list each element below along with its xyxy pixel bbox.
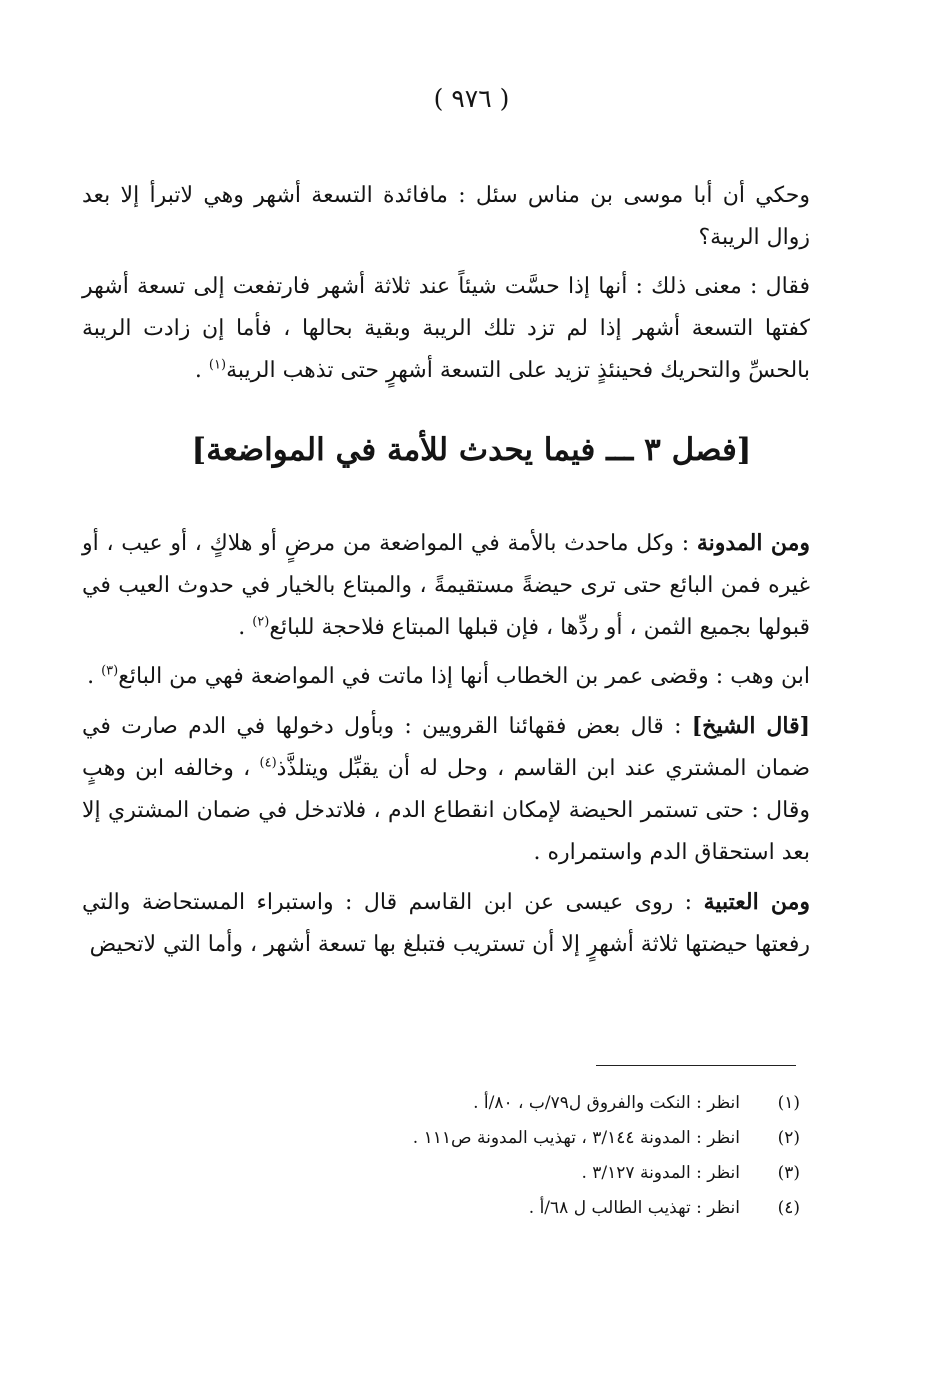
paragraph-lead: ومن المدونة <box>696 530 810 556</box>
footnote-number: (١) <box>777 1093 800 1113</box>
section-text <box>82 522 810 973</box>
footnote-ref[interactable]: (١) <box>208 357 227 373</box>
footnote-ref[interactable]: (٤) <box>259 755 277 771</box>
paragraph <box>82 705 810 874</box>
footnote-text: انظر : المدونة ٣/١٤٤ ، تهذيب المدونة ص١١١ . <box>412 1128 740 1148</box>
footnote-text: انظر : تهذيب الطالب ل ٦٨/أ . <box>528 1198 740 1218</box>
paragraph <box>82 656 810 698</box>
paragraph-text: : قال بعض فقهائنا القرويين : وبأول دخولها في الدم صارت في ضمان المشتري عند ابن القاسم ، وحل له أن يقبِّل ويتلذَّذ <box>82 714 811 781</box>
intro-text <box>82 175 810 399</box>
paragraph-tail: . <box>87 664 102 689</box>
footnotes <box>200 1086 800 1226</box>
paragraph-text: فقال : معنى ذلك : أنها إذا حسَّت شيئاً عند ثلاثة أشهر فارتفعت إلى تسعة أشهر كفتها التسعة أشهر إذا لم تزد تلك الريبة وبقية بحالها ، فأما إن زادت الريبة بالحسِّ والتحريك فحينئذٍ تزيد على التسعة أشهرٍ حتى تذهب الريبة <box>82 274 810 383</box>
paragraph <box>82 266 810 392</box>
paragraph <box>82 522 810 649</box>
footnote-separator <box>596 1065 796 1066</box>
footnote-text: انظر : المدونة ٣/١٢٧ . <box>581 1163 740 1183</box>
section-heading: [فصل ٣ ـــ فيما يحدث للأمة في المواضعة] <box>191 432 752 468</box>
paragraph <box>82 175 810 259</box>
paragraph-text: ابن وهب : وقضى عمر بن الخطاب أنها إذا ماتت في المواضعة فهي من البائع <box>118 664 810 689</box>
page-number: ( ٩٧٦ ) <box>433 84 510 113</box>
footnote-number: (٢) <box>777 1128 800 1148</box>
paragraph-tail: . <box>238 615 253 640</box>
paragraph-lead: [قال الشيخ] <box>691 713 810 739</box>
footnote-item <box>200 1156 800 1191</box>
paragraph-lead: ومن العتبية <box>703 889 810 915</box>
paragraph-tail: ، وخالفه ابن وهبٍ وقال : حتى تستمر الحيضة لإمكان انقطاع الدم ، فلاتدخل في ضمان المشتري إلا بعد استحقاق الدم واستمراره . <box>82 756 810 865</box>
footnote-text: انظر : النكت والفروق ل٧٩/ب ، ٨٠/أ . <box>473 1093 740 1113</box>
paragraph-text: : روى عيسى عن ابن القاسم قال : واستبراء المستحاضة والتي رفعتها حيضتها ثلاثة أشهرٍ إلا أن تستريب فتبلغ بها تسعة أشهر ، وأما التي لاتحيض <box>82 890 810 957</box>
footnote-item <box>200 1086 800 1121</box>
paragraph-text: : وكل ماحدث بالأمة في المواضعة من مرضٍ أو هلاكٍ ، أو عيب ، أو غيره فمن البائع حتى ترى حيضةً مستقيمةً ، والمبتاع بالخيار في حدوث العيب في قبولها بجميع الثمن ، أو ردِّها ، فإن قبلها المبتاع فلاحجة للبائع <box>82 531 810 640</box>
paragraph-tail: . <box>194 358 209 383</box>
footnote-item <box>200 1191 800 1226</box>
footnote-ref[interactable]: (٢) <box>252 614 270 630</box>
footnote-number: (٤) <box>777 1198 800 1218</box>
footnote-ref[interactable]: (٣) <box>101 663 119 679</box>
paragraph <box>82 881 810 966</box>
paragraph-text: وحكي أن أبا موسى بن مناس سئل : مافائدة التسعة أشهر وهي لاتبرأ إلا بعد زوال الريبة؟ <box>82 183 810 250</box>
footnote-number: (٣) <box>777 1163 800 1183</box>
footnote-item <box>200 1121 800 1156</box>
